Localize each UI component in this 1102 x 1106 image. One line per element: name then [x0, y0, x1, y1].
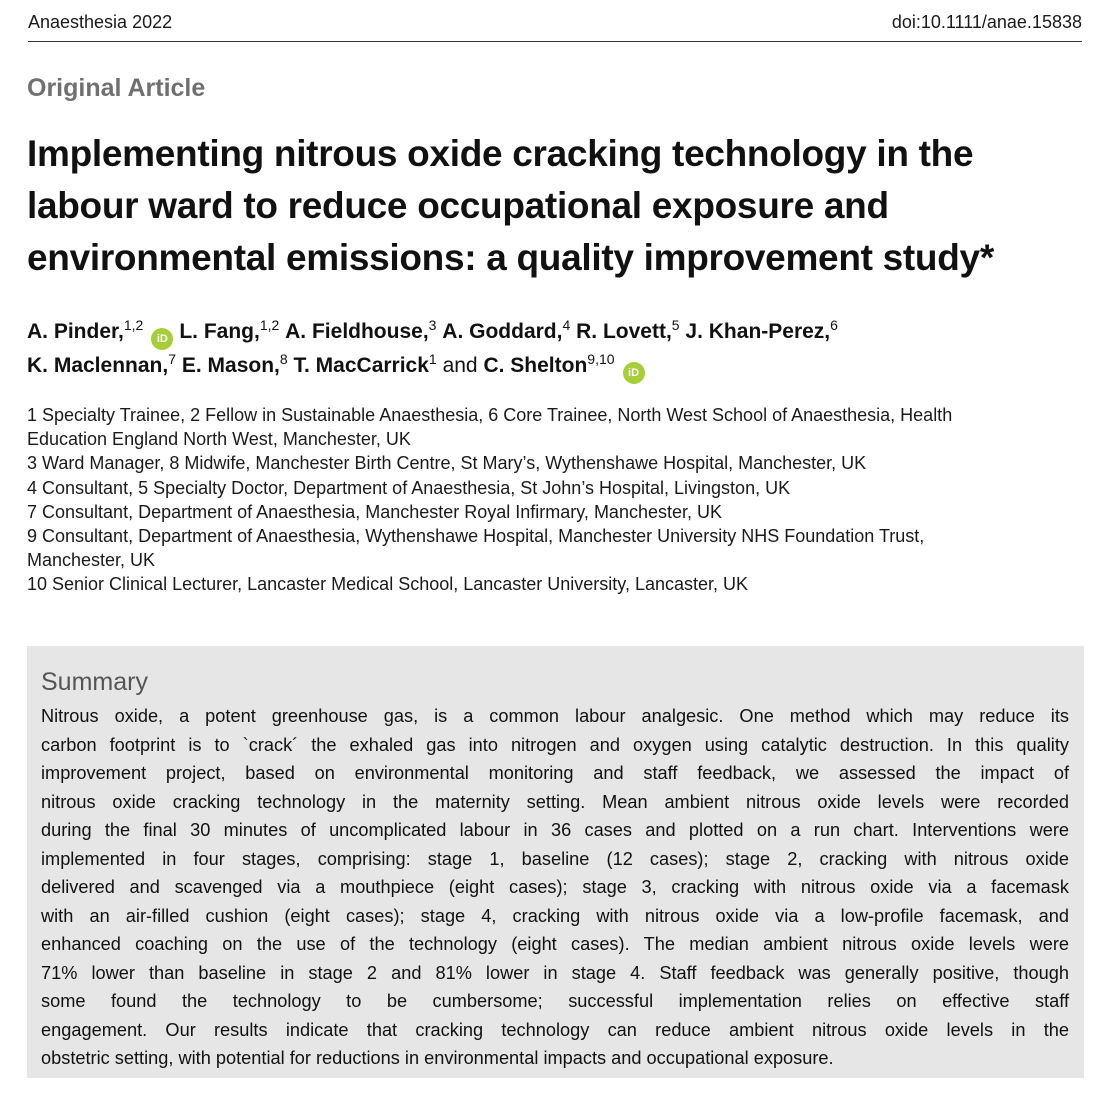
summary-line: engagement. Our results indicate that cracking technology can reduce ambient nitrous oxide levels in the	[41, 1019, 1069, 1040]
author-fieldhouse: A. Fieldhouse,$^3$	[285, 317, 437, 343]
article-title	[27, 128, 1067, 284]
author-conjunction: and	[442, 354, 478, 377]
summary-line: improvement project, based on environmental monitoring and staff feedback, we assessed the impact of	[41, 763, 1069, 783]
author-lovett: R. Lovett,$^5$	[576, 317, 680, 343]
author-line-2	[27, 350, 1087, 384]
orcid-icon[interactable]: iD	[151, 328, 173, 350]
summary-line: delivered and scavenged via a mouthpiece (eight cases); stage 3, cracking with nitrous oxide via a facemask	[41, 877, 1069, 897]
summary-text	[41, 702, 1069, 1073]
doi-link[interactable]: doi:10.1111/anae.15838	[891, 12, 1082, 32]
author-khan-perez: J. Khan-Perez,$^6$	[685, 317, 838, 343]
affiliation-line: Education England North West, Manchester, UK	[27, 429, 411, 450]
summary-heading: Summary	[41, 668, 148, 696]
affiliation-line: 3 Ward Manager, 8 Midwife, Manchester Birth Centre, St Mary’s, Wythenshawe Hospital, Manchester, UK	[27, 453, 867, 474]
author-list	[27, 316, 1087, 384]
summary-line: 71% lower than baseline in stage 2 and 81% lower in stage 4. Staff feedback was generally positive, though	[41, 962, 1069, 983]
article-type: Original Article	[27, 74, 206, 102]
summary-line: Nitrous oxide, a potent greenhouse gas, is a common labour analgesic. One method which may reduce its	[41, 706, 1069, 726]
title-line: environmental emissions: a quality improvement study*	[27, 237, 994, 278]
affiliation-line: 1 Specialty Trainee, 2 Fellow in Sustainable Anaesthesia, 6 Core Trainee, North West School of Anaesthesia, Health	[27, 405, 953, 425]
summary-line: carbon footprint is to `crack´ the exhaled gas into nitrogen and oxygen using catalytic destruction. In this quality	[41, 734, 1069, 755]
author-pinder: A. Pinder,$^{1,2}$	[27, 317, 144, 343]
summary-line: obstetric setting, with potential for reductions in environmental impacts and occupational exposure.	[41, 1048, 834, 1068]
author-maclennan: K. Maclennan,$^7$	[27, 351, 176, 377]
author-shelton: C. Shelton$^{9,10}$	[483, 351, 615, 377]
summary-line: during the final 30 minutes of uncomplicated labour in 36 cases and plotted on a run chart. Interventions were	[41, 820, 1069, 840]
affiliation-line: Manchester, UK	[27, 550, 156, 571]
author-maccarrick: T. MacCarrick$^1$	[293, 351, 437, 377]
summary-line: enhanced coaching on the use of the technology (eight cases). The median ambient nitrous oxide levels were	[41, 934, 1069, 954]
orcid-icon[interactable]: iD	[623, 362, 645, 384]
summary-line: nitrous oxide cracking technology in the maternity setting. Mean ambient nitrous oxide levels were recorded	[41, 791, 1069, 812]
journal-name: Anaesthesia 2022	[28, 12, 173, 32]
summary-box	[27, 646, 1084, 1078]
author-fang: L. Fang,$^{1,2}$	[179, 317, 280, 343]
title-line: labour ward to reduce occupational exposure and	[27, 185, 889, 226]
affiliations	[27, 403, 1067, 597]
summary-line: some found the technology to be cumbersome; successful implementation relies on effective staff	[41, 991, 1069, 1011]
affiliation-line: 9 Consultant, Department of Anaesthesia, Wythenshawe Hospital, Manchester University NHS Foundation Trust,	[27, 526, 925, 547]
running-header	[28, 12, 1082, 42]
summary-line: implemented in four stages, comprising: stage 1, baseline (12 cases); stage 2, cracking with nitrous oxide	[41, 848, 1069, 869]
author-goddard: A. Goddard,$^4$	[442, 317, 571, 343]
author-mason: E. Mason,$^8$	[181, 351, 288, 377]
summary-line: with an air-filled cushion (eight cases); stage 4, cracking with nitrous oxide via a low-profile facemask, and	[41, 905, 1069, 926]
affiliation-line: 4 Consultant, 5 Specialty Doctor, Department of Anaesthesia, St John’s Hospital, Livingston, UK	[27, 477, 791, 498]
author-line-1	[27, 316, 1087, 350]
title-line: Implementing nitrous oxide cracking technology in the	[27, 133, 974, 174]
affiliation-line: 10 Senior Clinical Lecturer, Lancaster Medical School, Lancaster University, Lancaster, UK	[27, 574, 749, 595]
affiliation-line: 7 Consultant, Department of Anaesthesia, Manchester Royal Infirmary, Manchester, UK	[27, 501, 722, 522]
